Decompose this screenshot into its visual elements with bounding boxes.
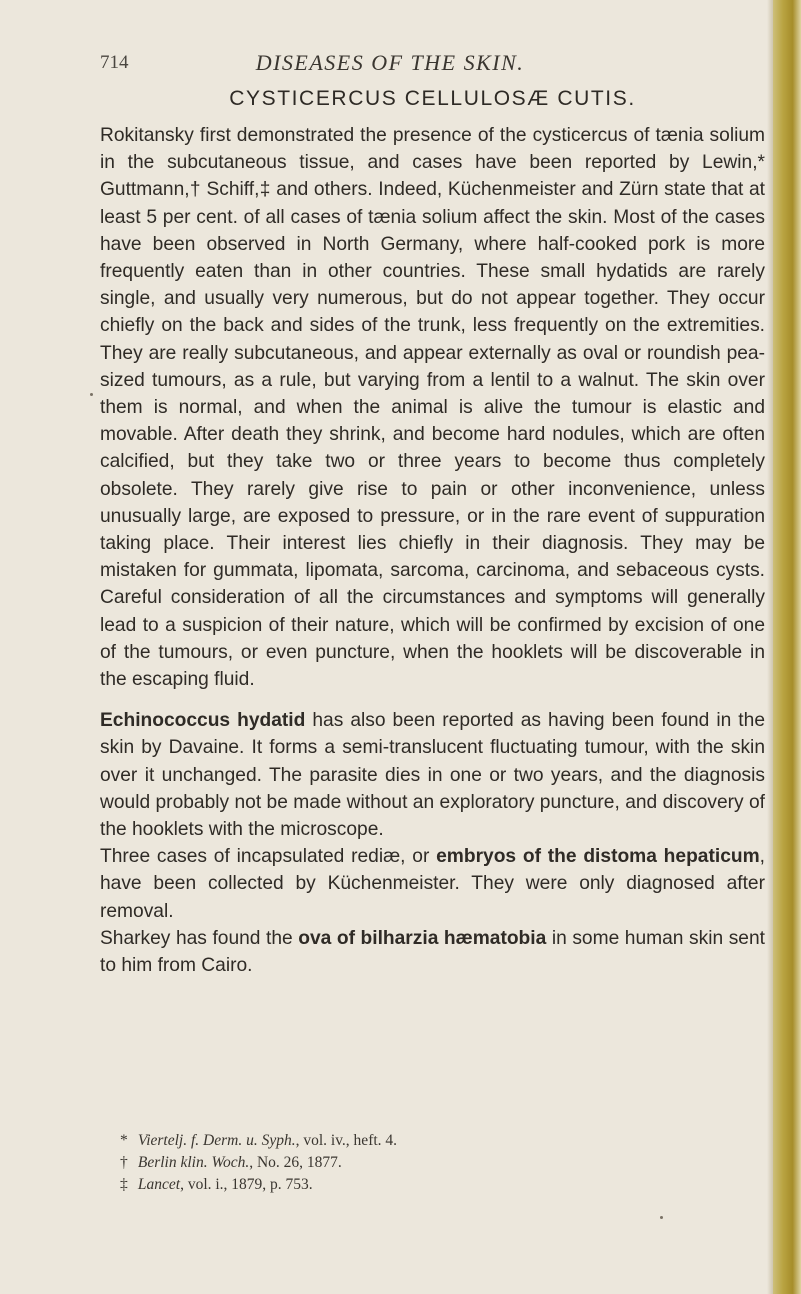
running-head: DISEASES OF THE SKIN. [255,50,525,75]
footnote-1 [120,1130,760,1152]
page-header [0,44,780,84]
page-number: 714 [100,52,129,73]
page-edge [773,0,801,1294]
bold-term: Echinococcus hydatid [100,710,306,732]
paragraph-cysticercus [100,122,765,693]
paper-speck [90,393,93,396]
footnote-mark: * [120,1132,128,1149]
section-title: CYSTICERCUS CELLULOSÆ CUTIS. [229,87,636,110]
bold-term: embryos of the distoma hepaticum [436,846,760,868]
paper-speck [660,1216,663,1219]
footnote-source: Berlin klin. Woch. [137,1154,250,1171]
footnote-source: Viertelj. f. Derm. u. Syph. [137,1132,296,1149]
paragraph-bilharzia [100,925,765,979]
paragraph-echinococcus [100,707,765,843]
text-run: has also been reported as having been found in the skin by Davaine. It forms a semi-translucent fluctuating tumour, with the skin over it unchanged. The parasite dies in one or two years, and the diagnosis would probably not be made without an exploratory puncture, and discovery of the hooklets with the microscope. [100,710,765,841]
footnote-2 [120,1152,760,1174]
footnote-mark: ‡ [120,1176,128,1193]
paragraph-distoma [100,843,765,925]
bold-term: ova of bilharzia hæmatobia [298,927,547,949]
footnote-detail: , vol. iv., heft. 4. [295,1132,398,1149]
footnote-detail: , vol. i., 1879, p. 753. [180,1176,313,1193]
text-run: Sharkey has found the [100,927,299,949]
footnotes [120,1130,760,1196]
body-text [100,122,765,979]
footnote-detail: , No. 26, 1877. [249,1154,342,1171]
text-run: Rokitansky first demonstrated the presence of the cysticercus of tænia solium in the subcutaneous tissue, and cases have been reported by Lewin,* Guttmann,† Schiff,‡ and others. Indeed, Küchenmeister and Zürn state that at least 5 per cent. of all cases of tænia solium affect the skin. Most of the cases have been observed in North Germany, where half-cooked pork is more frequently eaten than in other countries. These small hydatids are rarely single, and usually very numerous, but do not appear together. They occur chiefly on the back and sides of the trunk, less frequently on the extremities. They are really subcutaneous, and appear externally as oval or roundish pea-sized tumours, as a rule, but varying from a lentil to a walnut. The skin over them is normal, and when the animal is alive the tumour is elastic and movable. After death they shrink, and become hard nodules, which are often calcified, but they take two or three years to become thus completely obsolete. They rarely give rise to pain or other inconvenience, unless unusually large, are exposed to pressure, or in the rare event of suppuration taking place. Their interest lies chiefly in their diagnosis. They may be mistaken for gummata, lipomata, sarcoma, carcinoma, and sebaceous cysts. Careful consideration of all the circumstances and symptoms will generally lead to a suspicion of their nature, which will be confirmed by excision of one of the tumours, or even puncture, when the hooklets will be discoverable in the escaping fluid. [100,125,765,691]
footnote-3 [120,1174,760,1196]
footnote-mark: † [120,1154,128,1171]
text-run: Three cases of incapsulated rediæ, or [100,846,437,868]
text-run: in some human skin sent to him from Cairo. [100,927,765,977]
footnote-source: Lancet [137,1176,181,1193]
text-run: , have been collected by Küchenmeister. They were only diagnosed after removal. [100,846,765,922]
